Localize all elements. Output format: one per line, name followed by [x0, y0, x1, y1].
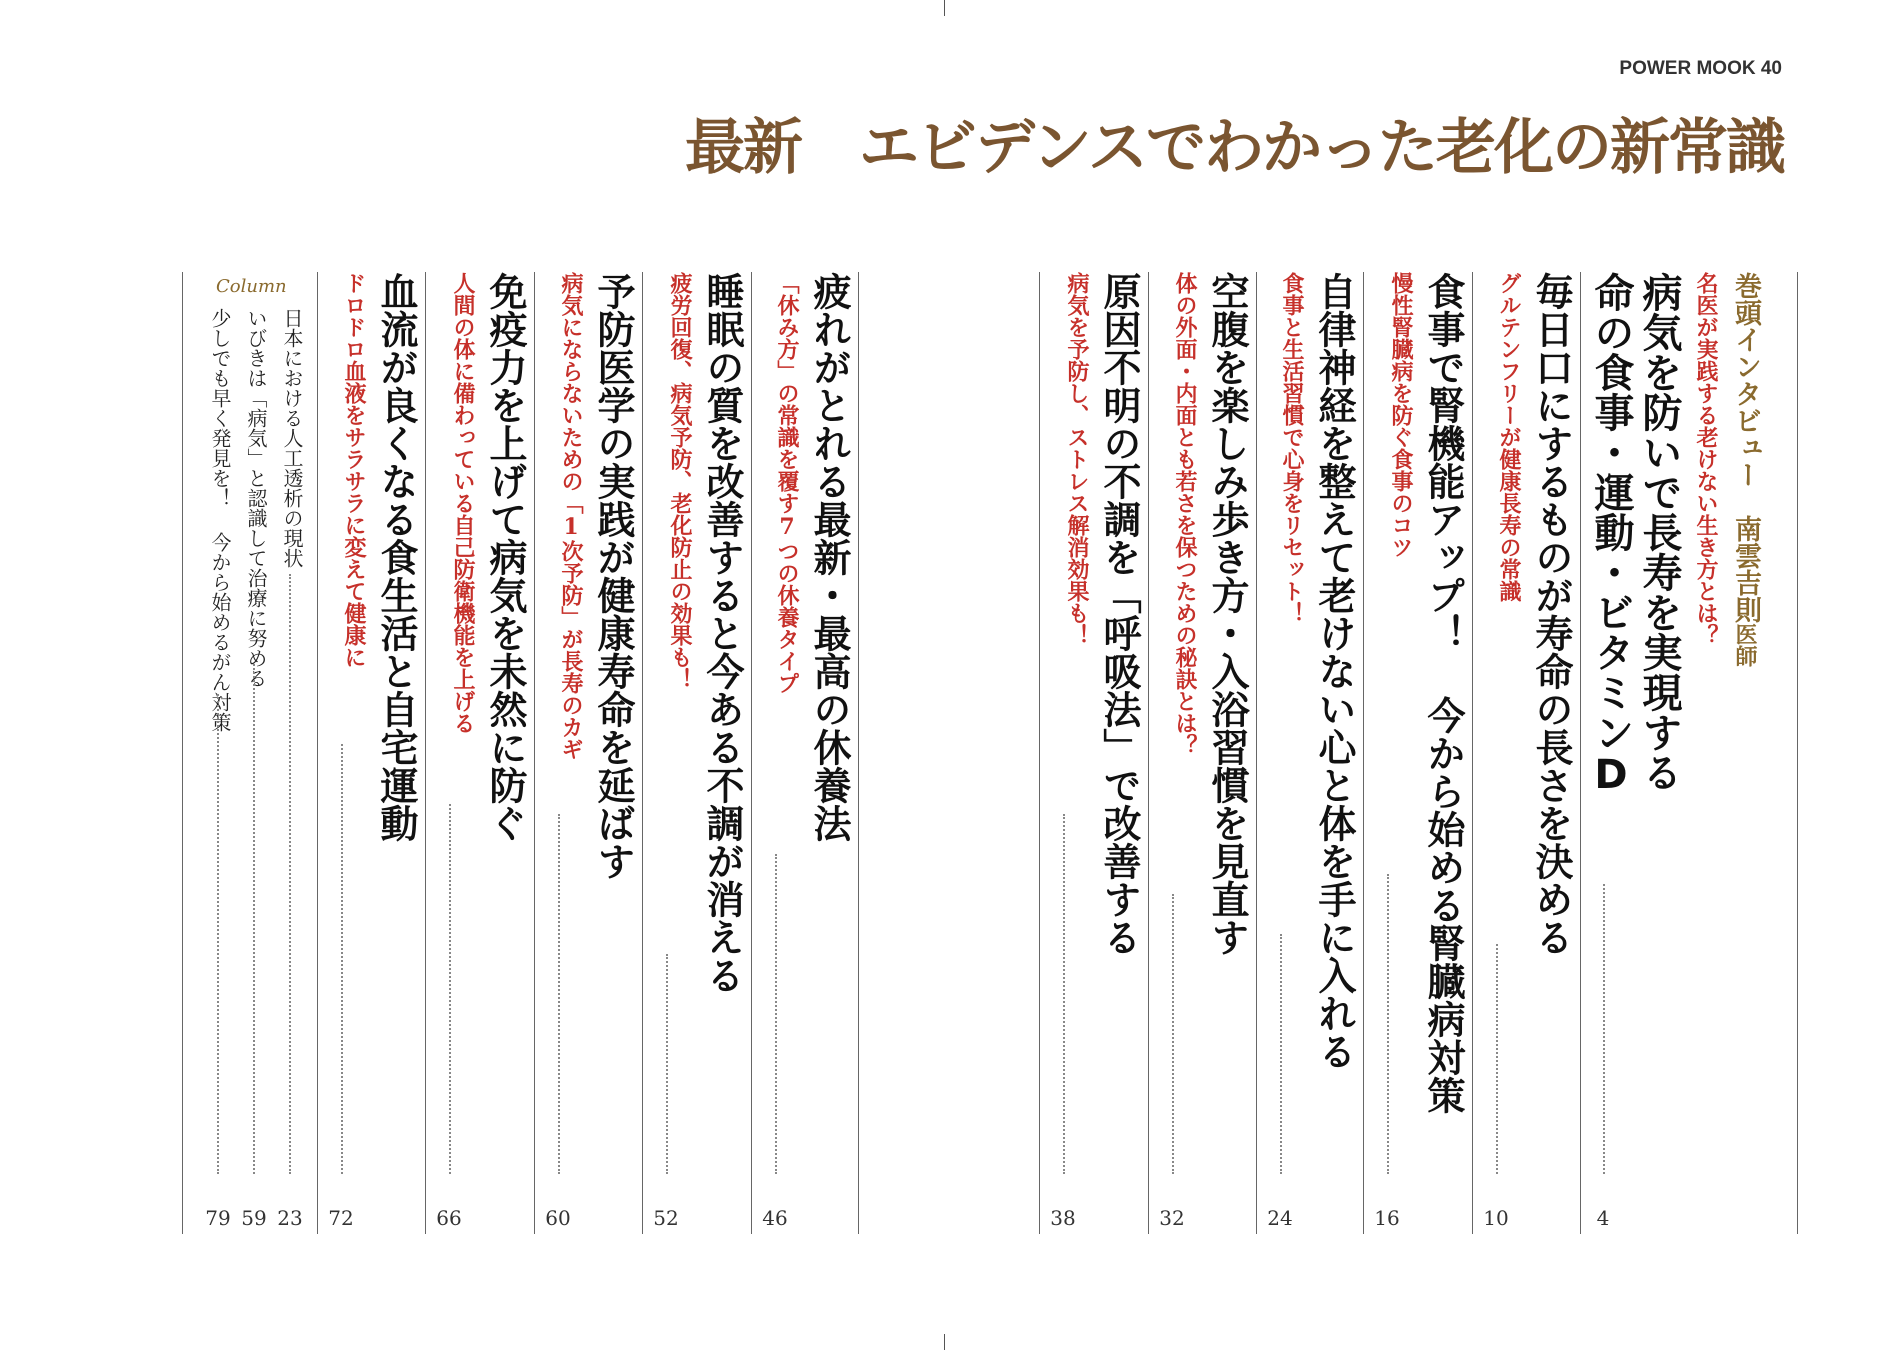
leader-dots — [1496, 944, 1498, 1174]
entry-subtitle: 体の外面・内面とも若さを保つための秘訣とは？ — [1172, 272, 1198, 756]
page-number: 4 — [1596, 1206, 1610, 1230]
entry-subtitle: 名医が実践する老けない生き方とは？ — [1693, 272, 1719, 646]
toc-entry[interactable] — [642, 272, 751, 1234]
column-entry[interactable] — [272, 272, 308, 1234]
crop-mark-bottom — [944, 1334, 945, 1350]
entry-title-line1: 病気を防いで長寿を実現する — [1636, 272, 1682, 792]
toc-entry[interactable] — [751, 272, 858, 1234]
toc-entry[interactable] — [534, 272, 642, 1234]
leader-dots — [449, 804, 451, 1174]
toc-entry[interactable] — [1148, 272, 1256, 1234]
toc-entry[interactable] — [317, 272, 425, 1234]
toc-entry[interactable] — [1363, 272, 1472, 1234]
page-number: 24 — [1267, 1206, 1293, 1230]
entry-title: 原因不明の不調を「呼吸法」で改善する — [1097, 272, 1141, 956]
toc-entry-interview[interactable] — [1580, 272, 1797, 1234]
entry-title: 毎日口にするものが寿命の長さを決める — [1529, 272, 1573, 956]
entry-title: 血流が良くなる食生活と自宅運動 — [374, 272, 418, 842]
leader-dots — [341, 744, 343, 1174]
leader-dots — [253, 664, 255, 1174]
leader-dots — [1280, 934, 1282, 1174]
column-title: いびきは「病気」と認識して治療に努める — [244, 308, 268, 688]
page-number: 60 — [545, 1206, 571, 1230]
page-number: 52 — [653, 1206, 679, 1230]
page-number: 23 — [277, 1206, 303, 1230]
entry-title: 免疫力を上げて病気を未然に防ぐ — [483, 272, 527, 842]
page-number: 10 — [1483, 1206, 1509, 1230]
leader-dots — [558, 814, 560, 1174]
divider-line — [858, 272, 859, 1234]
column-entry[interactable] — [236, 272, 272, 1234]
page-number: 16 — [1374, 1206, 1400, 1230]
entry-title: 空腹を楽しみ歩き方・入浴習慣を見直す — [1205, 272, 1249, 956]
leader-dots — [1063, 814, 1065, 1174]
leader-dots — [289, 574, 291, 1174]
entry-title-line2: 命の食事・運動・ビタミンD — [1588, 272, 1634, 798]
entry-subtitle: 食事と生活習慣で心身をリセット！ — [1279, 272, 1305, 624]
page-number: 46 — [762, 1206, 788, 1230]
entry-subtitle: 病気にならないための「1次予防」が長寿のカギ — [558, 272, 584, 760]
page-number: 66 — [436, 1206, 462, 1230]
toc-entry[interactable] — [425, 272, 534, 1234]
entry-title: 予防医学の実践が健康寿命を延ばす — [591, 272, 635, 880]
divider-line — [182, 272, 183, 1234]
column-title: 少しでも早く発見を！ 今から始めるがん対策 — [208, 308, 232, 732]
entry-subtitle: 人間の体に備わっている自己防衛機能を上げる — [450, 272, 476, 734]
entry-subtitle: 「休み方」の常識を覆す7つの休養タイプ — [774, 272, 800, 694]
column-entry[interactable] — [200, 272, 236, 1234]
page-number: 32 — [1159, 1206, 1185, 1230]
interview-category — [1732, 272, 1759, 667]
page-number: 79 — [205, 1206, 231, 1230]
book-title: 最新 エビデンスでわかった老化の新常識 — [685, 113, 1784, 183]
page-number: 38 — [1050, 1206, 1076, 1230]
divider-line — [1797, 272, 1798, 1234]
entry-subtitle: 慢性腎臓病を防ぐ食事のコツ — [1388, 272, 1414, 558]
interviewee-name: 南雲吉則 — [1730, 515, 1761, 623]
leader-dots — [775, 854, 777, 1174]
leader-dots — [666, 954, 668, 1174]
interview-label: 巻頭インタビュー — [1730, 272, 1761, 488]
page-number: 59 — [241, 1206, 267, 1230]
entry-title: 睡眠の質を改善すると今ある不調が消える — [700, 272, 744, 994]
entry-subtitle: グルテンフリーが健康長寿の常識 — [1496, 272, 1522, 602]
leader-dots — [1387, 874, 1389, 1174]
leader-dots — [1603, 884, 1605, 1174]
crop-mark-top — [944, 0, 945, 16]
entry-title: 疲れがとれる最新・最高の休養法 — [807, 272, 851, 842]
toc-entry[interactable] — [1039, 272, 1148, 1234]
entry-subtitle: ドロドロ血液をサラサラに変えて健康に — [341, 272, 367, 668]
entry-subtitle: 疲労回復、病気予防、老化防止の効果も！ — [667, 272, 693, 690]
leader-dots — [217, 694, 219, 1174]
page-number: 72 — [328, 1206, 354, 1230]
toc-entry[interactable] — [1256, 272, 1363, 1234]
entry-title: 食事で腎機能アップ！ 今から始める腎臓病対策 — [1421, 272, 1465, 1114]
leader-dots — [1172, 894, 1174, 1174]
column-label: Column — [216, 276, 287, 297]
entry-subtitle: 病気を予防し、ストレス解消効果も！ — [1064, 272, 1090, 646]
column-title: 日本における人工透析の現状 — [280, 308, 304, 568]
series-label: POWER MOOK 40 — [1619, 58, 1782, 79]
toc-entry[interactable] — [1472, 272, 1580, 1234]
entry-title: 自律神経を整えて老けない心と体を手に入れる — [1312, 272, 1356, 1070]
interviewee-title: 医師 — [1732, 623, 1758, 667]
